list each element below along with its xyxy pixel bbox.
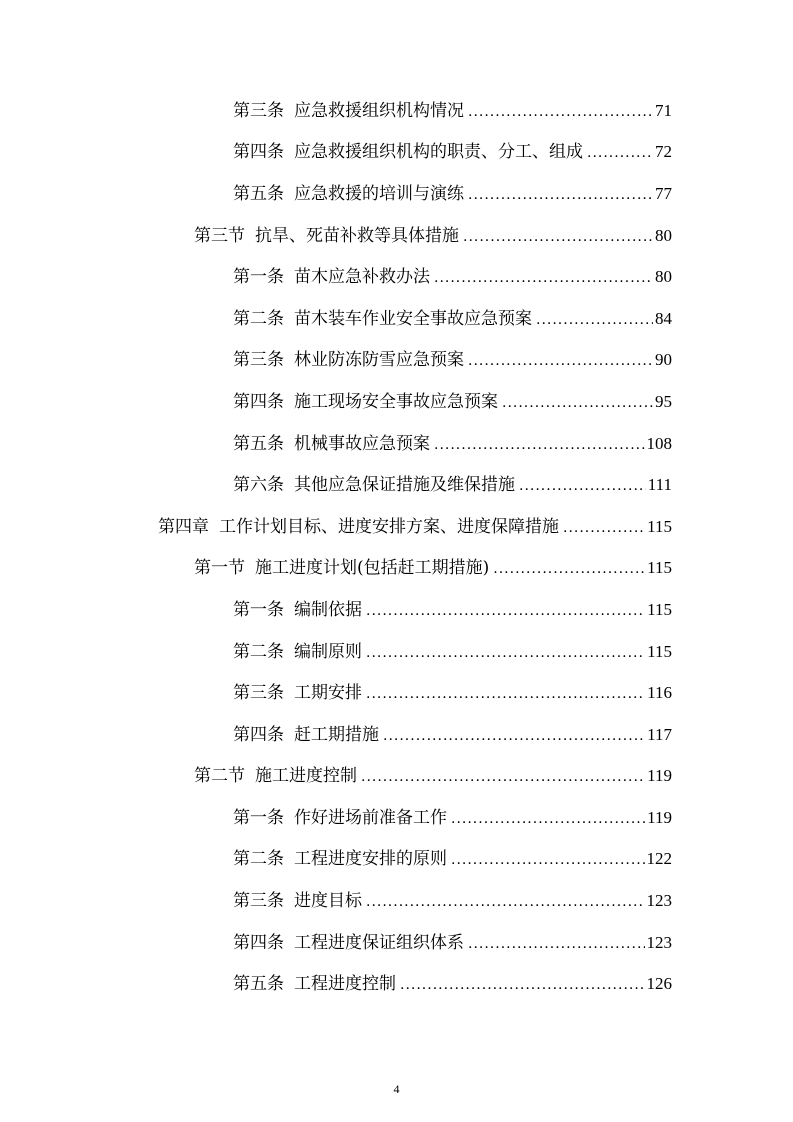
toc-entry-title: 作好进场前准备工作 xyxy=(294,807,447,828)
toc-entry-page: 119 xyxy=(647,766,672,786)
toc-entry-page: 115 xyxy=(647,558,672,578)
toc-entry-label: 第四条 xyxy=(233,724,284,745)
toc-entry[interactable] xyxy=(0,90,672,132)
toc-entry-label: 第四条 xyxy=(233,391,284,412)
toc-entry-title: 林业防冻防雪应急预案 xyxy=(294,350,464,371)
toc-entry-label: 第三条 xyxy=(233,350,284,371)
toc-leader-dots xyxy=(493,558,645,578)
toc-entry-title: 施工进度控制 xyxy=(255,766,357,787)
toc-entry-label: 第三条 xyxy=(233,100,284,121)
toc-entry-label: 第一条 xyxy=(233,267,284,288)
toc-entry-page: 71 xyxy=(655,100,672,120)
toc-leader-dots xyxy=(451,808,645,828)
toc-leader-dots xyxy=(383,725,645,745)
toc-entry-title: 工程进度安排的原则 xyxy=(294,849,447,870)
toc-entry-label: 第一条 xyxy=(233,599,284,620)
toc-entry[interactable] xyxy=(0,464,672,506)
toc-entry-title: 编制依据 xyxy=(294,599,362,620)
toc-entry-label: 第五条 xyxy=(233,183,284,204)
toc-leader-dots xyxy=(366,600,645,620)
toc-entry[interactable] xyxy=(0,132,672,174)
toc-entry[interactable] xyxy=(0,423,672,465)
table-of-contents xyxy=(0,90,793,1005)
toc-leader-dots xyxy=(468,184,653,204)
toc-entry-page: 95 xyxy=(655,391,672,411)
toc-entry[interactable] xyxy=(0,672,672,714)
toc-entry-page: 84 xyxy=(655,308,672,328)
toc-leader-dots xyxy=(587,142,653,162)
toc-leader-dots xyxy=(563,517,645,537)
toc-entry[interactable] xyxy=(0,340,672,382)
toc-entry-title: 应急救援的培训与演练 xyxy=(294,183,464,204)
toc-entry-label: 第二节 xyxy=(194,766,245,787)
toc-entry-title: 进度目标 xyxy=(294,891,362,912)
toc-entry-title: 抗旱、死苗补救等具体措施 xyxy=(255,225,459,246)
toc-leader-dots xyxy=(468,933,645,953)
toc-entry-label: 第三节 xyxy=(194,225,245,246)
toc-entry-page: 115 xyxy=(647,599,672,619)
toc-entry-title: 工程进度保证组织体系 xyxy=(294,932,464,953)
toc-entry[interactable] xyxy=(0,756,672,798)
toc-entry[interactable] xyxy=(0,589,672,631)
toc-leader-dots xyxy=(536,309,653,329)
toc-entry[interactable] xyxy=(0,631,672,673)
toc-leader-dots xyxy=(502,392,653,412)
toc-leader-dots xyxy=(463,226,653,246)
toc-leader-dots xyxy=(366,642,645,662)
toc-entry[interactable] xyxy=(0,797,672,839)
toc-entry-label: 第二条 xyxy=(233,308,284,329)
toc-entry-page: 123 xyxy=(646,932,672,952)
toc-leader-dots xyxy=(468,101,653,121)
toc-entry-title: 应急救援组织机构情况 xyxy=(294,100,464,121)
toc-entry-page: 117 xyxy=(647,724,672,744)
toc-leader-dots xyxy=(366,891,645,911)
toc-entry-title: 施工进度计划(包括赶工期措施) xyxy=(255,558,490,579)
toc-entry-label: 第四条 xyxy=(233,932,284,953)
toc-leader-dots xyxy=(366,683,645,703)
toc-leader-dots xyxy=(451,849,645,869)
toc-entry-page: 111 xyxy=(647,475,672,495)
toc-entry[interactable] xyxy=(0,839,672,881)
toc-entry-title: 赶工期措施 xyxy=(294,724,379,745)
toc-entry[interactable] xyxy=(0,714,672,756)
toc-entry-title: 工作计划目标、进度安排方案、进度保障措施 xyxy=(219,516,559,537)
toc-entry[interactable] xyxy=(0,215,672,257)
toc-entry-label: 第一条 xyxy=(233,807,284,828)
toc-leader-dots xyxy=(434,267,653,287)
toc-entry[interactable] xyxy=(0,298,672,340)
toc-entry-page: 90 xyxy=(655,350,672,370)
toc-entry[interactable] xyxy=(0,506,672,548)
toc-entry-page: 108 xyxy=(646,433,672,453)
toc-leader-dots xyxy=(434,434,645,454)
page-number: 4 xyxy=(393,1082,400,1096)
toc-entry[interactable] xyxy=(0,880,672,922)
toc-leader-dots xyxy=(361,766,645,786)
toc-entry-title: 编制原则 xyxy=(294,641,362,662)
toc-entry[interactable] xyxy=(0,381,672,423)
toc-entry-page: 122 xyxy=(646,849,672,869)
toc-entry-label: 第一节 xyxy=(194,558,245,579)
toc-leader-dots xyxy=(468,350,653,370)
toc-entry-label: 第五条 xyxy=(233,974,284,995)
toc-entry-page: 72 xyxy=(655,142,672,162)
toc-entry-label: 第六条 xyxy=(233,475,284,496)
toc-leader-dots xyxy=(400,974,645,994)
toc-entry-title: 苗木应急补救办法 xyxy=(294,267,430,288)
toc-leader-dots xyxy=(519,475,646,495)
toc-entry-label: 第四条 xyxy=(233,142,284,163)
toc-entry-label: 第二条 xyxy=(233,641,284,662)
toc-entry-label: 第三条 xyxy=(233,891,284,912)
toc-entry-page: 116 xyxy=(647,683,672,703)
toc-entry-page: 80 xyxy=(655,267,672,287)
toc-entry-label: 第三条 xyxy=(233,683,284,704)
toc-entry-title: 机械事故应急预案 xyxy=(294,433,430,454)
toc-entry-page: 115 xyxy=(647,641,672,661)
toc-entry-title: 施工现场安全事故应急预案 xyxy=(294,391,498,412)
toc-entry-title: 工期安排 xyxy=(294,683,362,704)
toc-entry-page: 119 xyxy=(647,807,672,827)
toc-entry-title: 其他应急保证措施及维保措施 xyxy=(294,475,515,496)
toc-entry-page: 115 xyxy=(647,516,672,536)
toc-entry-title: 苗木装车作业安全事故应急预案 xyxy=(294,308,532,329)
toc-entry-title: 工程进度控制 xyxy=(294,974,396,995)
toc-entry-page: 126 xyxy=(646,974,672,994)
toc-entry-page: 80 xyxy=(655,225,672,245)
toc-entry-label: 第四章 xyxy=(158,516,209,537)
toc-entry-page: 123 xyxy=(646,891,672,911)
toc-entry[interactable] xyxy=(0,922,672,964)
toc-entry-label: 第五条 xyxy=(233,433,284,454)
toc-entry-title: 应急救援组织机构的职责、分工、组成 xyxy=(294,142,583,163)
toc-entry-label: 第二条 xyxy=(233,849,284,870)
toc-entry[interactable] xyxy=(0,548,672,590)
toc-entry[interactable] xyxy=(0,256,672,298)
toc-entry-page: 77 xyxy=(655,183,672,203)
toc-entry[interactable] xyxy=(0,173,672,215)
toc-entry[interactable] xyxy=(0,963,672,1005)
